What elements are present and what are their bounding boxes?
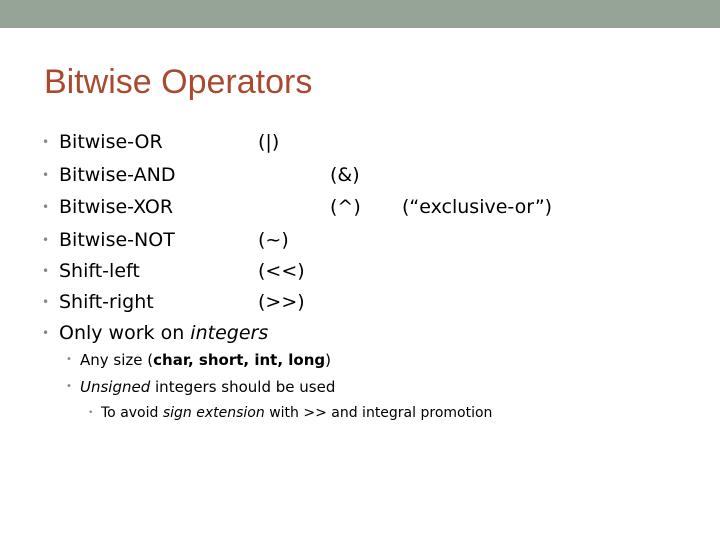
bullet-only-integers (42, 321, 268, 345)
bullet-dot-icon: • (88, 408, 94, 418)
bullet-bitwise-and (42, 163, 175, 187)
operator-symbol-shift-right: (>>) (258, 291, 305, 313)
bullet-dot-icon: • (42, 295, 50, 309)
bullet-label: Shift-right (59, 291, 154, 313)
sub-bullet-any-size (66, 350, 331, 370)
bullet-label: Bitwise-NOT (59, 229, 175, 251)
operator-symbol-shift-left: (<<) (258, 260, 305, 282)
bullet-label: Bitwise-AND (59, 164, 176, 186)
sub-bullet-emphasis: Unsigned (80, 378, 151, 396)
bullet-bitwise-not (42, 228, 175, 252)
operator-symbol-and: (&) (330, 164, 360, 186)
bullet-dot-icon: • (42, 326, 50, 340)
sub-sub-bullet-emphasis: sign extension (162, 405, 265, 421)
bullet-dot-icon: • (66, 354, 72, 365)
bullet-label: Bitwise-OR (59, 131, 163, 153)
sub-bullet-suffix: integers should be used (150, 378, 336, 396)
bullet-dot-icon: • (42, 264, 50, 278)
bullet-dot-icon: • (42, 200, 50, 214)
sub-bullet-types: char, short, int, long (153, 351, 326, 369)
operator-symbol-or: (|) (258, 131, 280, 153)
bullet-dot-icon: • (66, 381, 72, 392)
bullet-dot-icon: • (42, 233, 50, 247)
operator-symbol-not: (~) (258, 229, 289, 251)
xor-note: (“exclusive-or”) (402, 196, 553, 218)
sub-sub-bullet-prefix: To avoid (101, 405, 163, 421)
sub-bullet-prefix: Any size ( (80, 351, 154, 369)
slide-title: Bitwise Operators (44, 63, 313, 101)
bullet-bitwise-or (42, 130, 163, 154)
bullet-shift-right (42, 290, 154, 314)
bullet-emphasis: integers (190, 322, 269, 344)
bullet-shift-left (42, 259, 140, 283)
bullet-label: Shift-left (59, 260, 140, 282)
top-accent-bar (0, 0, 720, 28)
bullet-label: Bitwise-XOR (59, 196, 174, 218)
sub-bullet-unsigned (66, 377, 335, 397)
bullet-dot-icon: • (42, 168, 50, 182)
sub-sub-bullet-sign-extension (88, 404, 492, 422)
operator-symbol-xor: (^) (330, 196, 361, 218)
bullet-dot-icon: • (42, 135, 50, 149)
bullet-bitwise-xor (42, 195, 173, 219)
bullet-label: Only work on (59, 322, 191, 344)
sub-sub-bullet-suffix: with >> and integral promotion (264, 405, 493, 421)
sub-bullet-suffix: ) (325, 351, 331, 369)
